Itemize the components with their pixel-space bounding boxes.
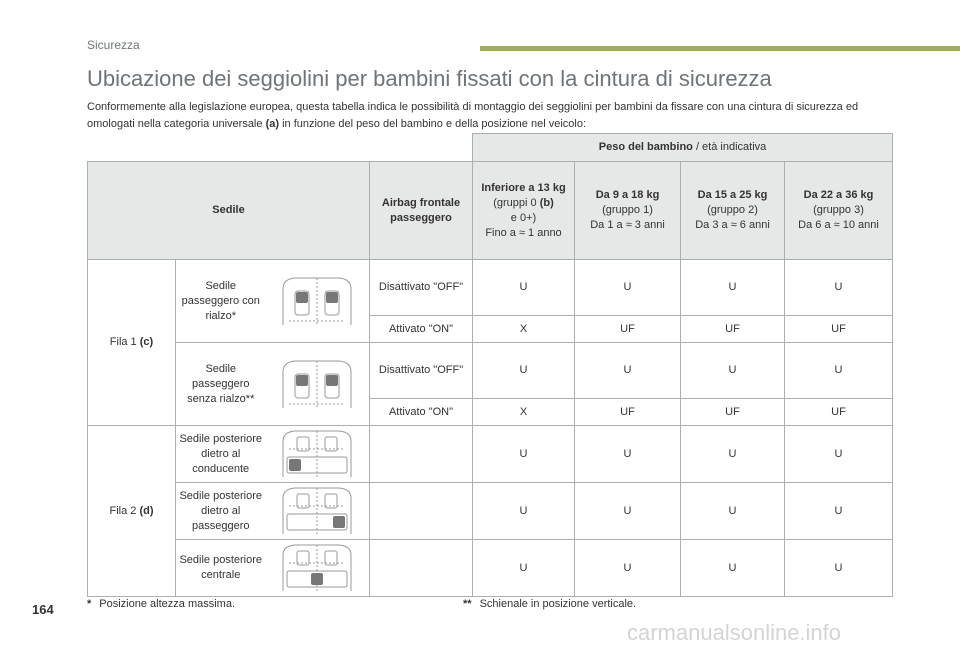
section-label: Sicurezza xyxy=(87,38,140,52)
seat-diagram-rear-behind-passenger xyxy=(266,483,370,540)
intro-text-1: Conformemente alla legislazione europea, questa tabella indica le possibilità di montaggio dei seggiolini per bambini da fissare con una cintura di sicurezza ed omologati nella categoria universale xyxy=(87,101,859,130)
page-title: Ubicazione dei seggiolini per bambini fissati con la cintura di sicurezza xyxy=(87,66,772,91)
seat-name: Sedile posteriore centrale xyxy=(176,540,266,597)
seat-name: Sedile posteriore dietro al conducente xyxy=(176,426,266,483)
watermark: carmanualsonline.info xyxy=(627,620,842,645)
seat-diagram-rear-behind-driver xyxy=(266,426,370,483)
row-label-fila-1: Fila 1 (c) xyxy=(88,260,176,426)
page-number: 164 xyxy=(32,602,54,617)
intro-paragraph xyxy=(87,99,887,133)
airbag-empty xyxy=(370,483,473,540)
footnote-1: * Posizione altezza massima. xyxy=(87,598,236,610)
table-row: Attivato "ON" X UF UF UF xyxy=(88,399,893,426)
col-header-group-1: Da 9 a 18 kg (gruppo 1) Da 1 a ≈ 3 anni xyxy=(575,162,681,260)
row-label-fila-2: Fila 2 (d) xyxy=(88,426,176,597)
seat-diagram-front-passenger-booster xyxy=(266,260,370,343)
table-row: Attivato "ON" X UF UF UF xyxy=(88,316,893,343)
weight-header-rest: / età indicativa xyxy=(692,141,767,153)
airbag-empty xyxy=(370,540,473,597)
table-row: Sedile passeggero senza rialzo** Disattivato "OFF" U U U U xyxy=(88,343,893,399)
section-accent-bar xyxy=(480,46,960,51)
intro-text-2: in funzione del peso del bambino e della posizione nel veicolo: xyxy=(279,118,587,130)
weight-header xyxy=(473,134,893,162)
intro-ref: (a) xyxy=(265,118,280,130)
table-row: Sedile posteriore dietro al passeggero U U U U xyxy=(88,483,893,540)
table-row: Fila 1 (c) Sedile passeggero con rialzo* Disattivato "OFF" U U U U xyxy=(88,260,893,316)
table-row: Fila 2 (d) Sedile posteriore dietro al conducente U U U U xyxy=(88,426,893,483)
footnote-2: ** Schienale in posizione verticale. xyxy=(463,598,637,610)
seat-name: Sedile passeggero con rialzo* xyxy=(176,260,266,343)
seat-diagram-front-passenger-no-booster xyxy=(266,343,370,426)
child-seat-table xyxy=(87,133,893,597)
col-header-airbag: Airbag frontale passeggero xyxy=(370,162,473,260)
col-header-group-2: Da 15 a 25 kg (gruppo 2) Da 3 a ≈ 6 anni xyxy=(681,162,785,260)
col-header-seat: Sedile xyxy=(88,162,370,260)
seat-name: Sedile posteriore dietro al passeggero xyxy=(176,483,266,540)
col-header-group-0: Inferiore a 13 kg (gruppi 0 (b) e 0+) Fino a ≈ 1 anno xyxy=(473,162,575,260)
table-corner xyxy=(88,134,473,162)
airbag-empty xyxy=(370,426,473,483)
seat-diagram-rear-center xyxy=(266,540,370,597)
weight-header-bold: Peso del bambino xyxy=(598,141,693,153)
table-row: Sedile posteriore centrale U U U U xyxy=(88,540,893,597)
seat-name: Sedile passeggero senza rialzo** xyxy=(176,343,266,426)
col-header-group-3: Da 22 a 36 kg (gruppo 3) Da 6 a ≈ 10 anni xyxy=(785,162,893,260)
